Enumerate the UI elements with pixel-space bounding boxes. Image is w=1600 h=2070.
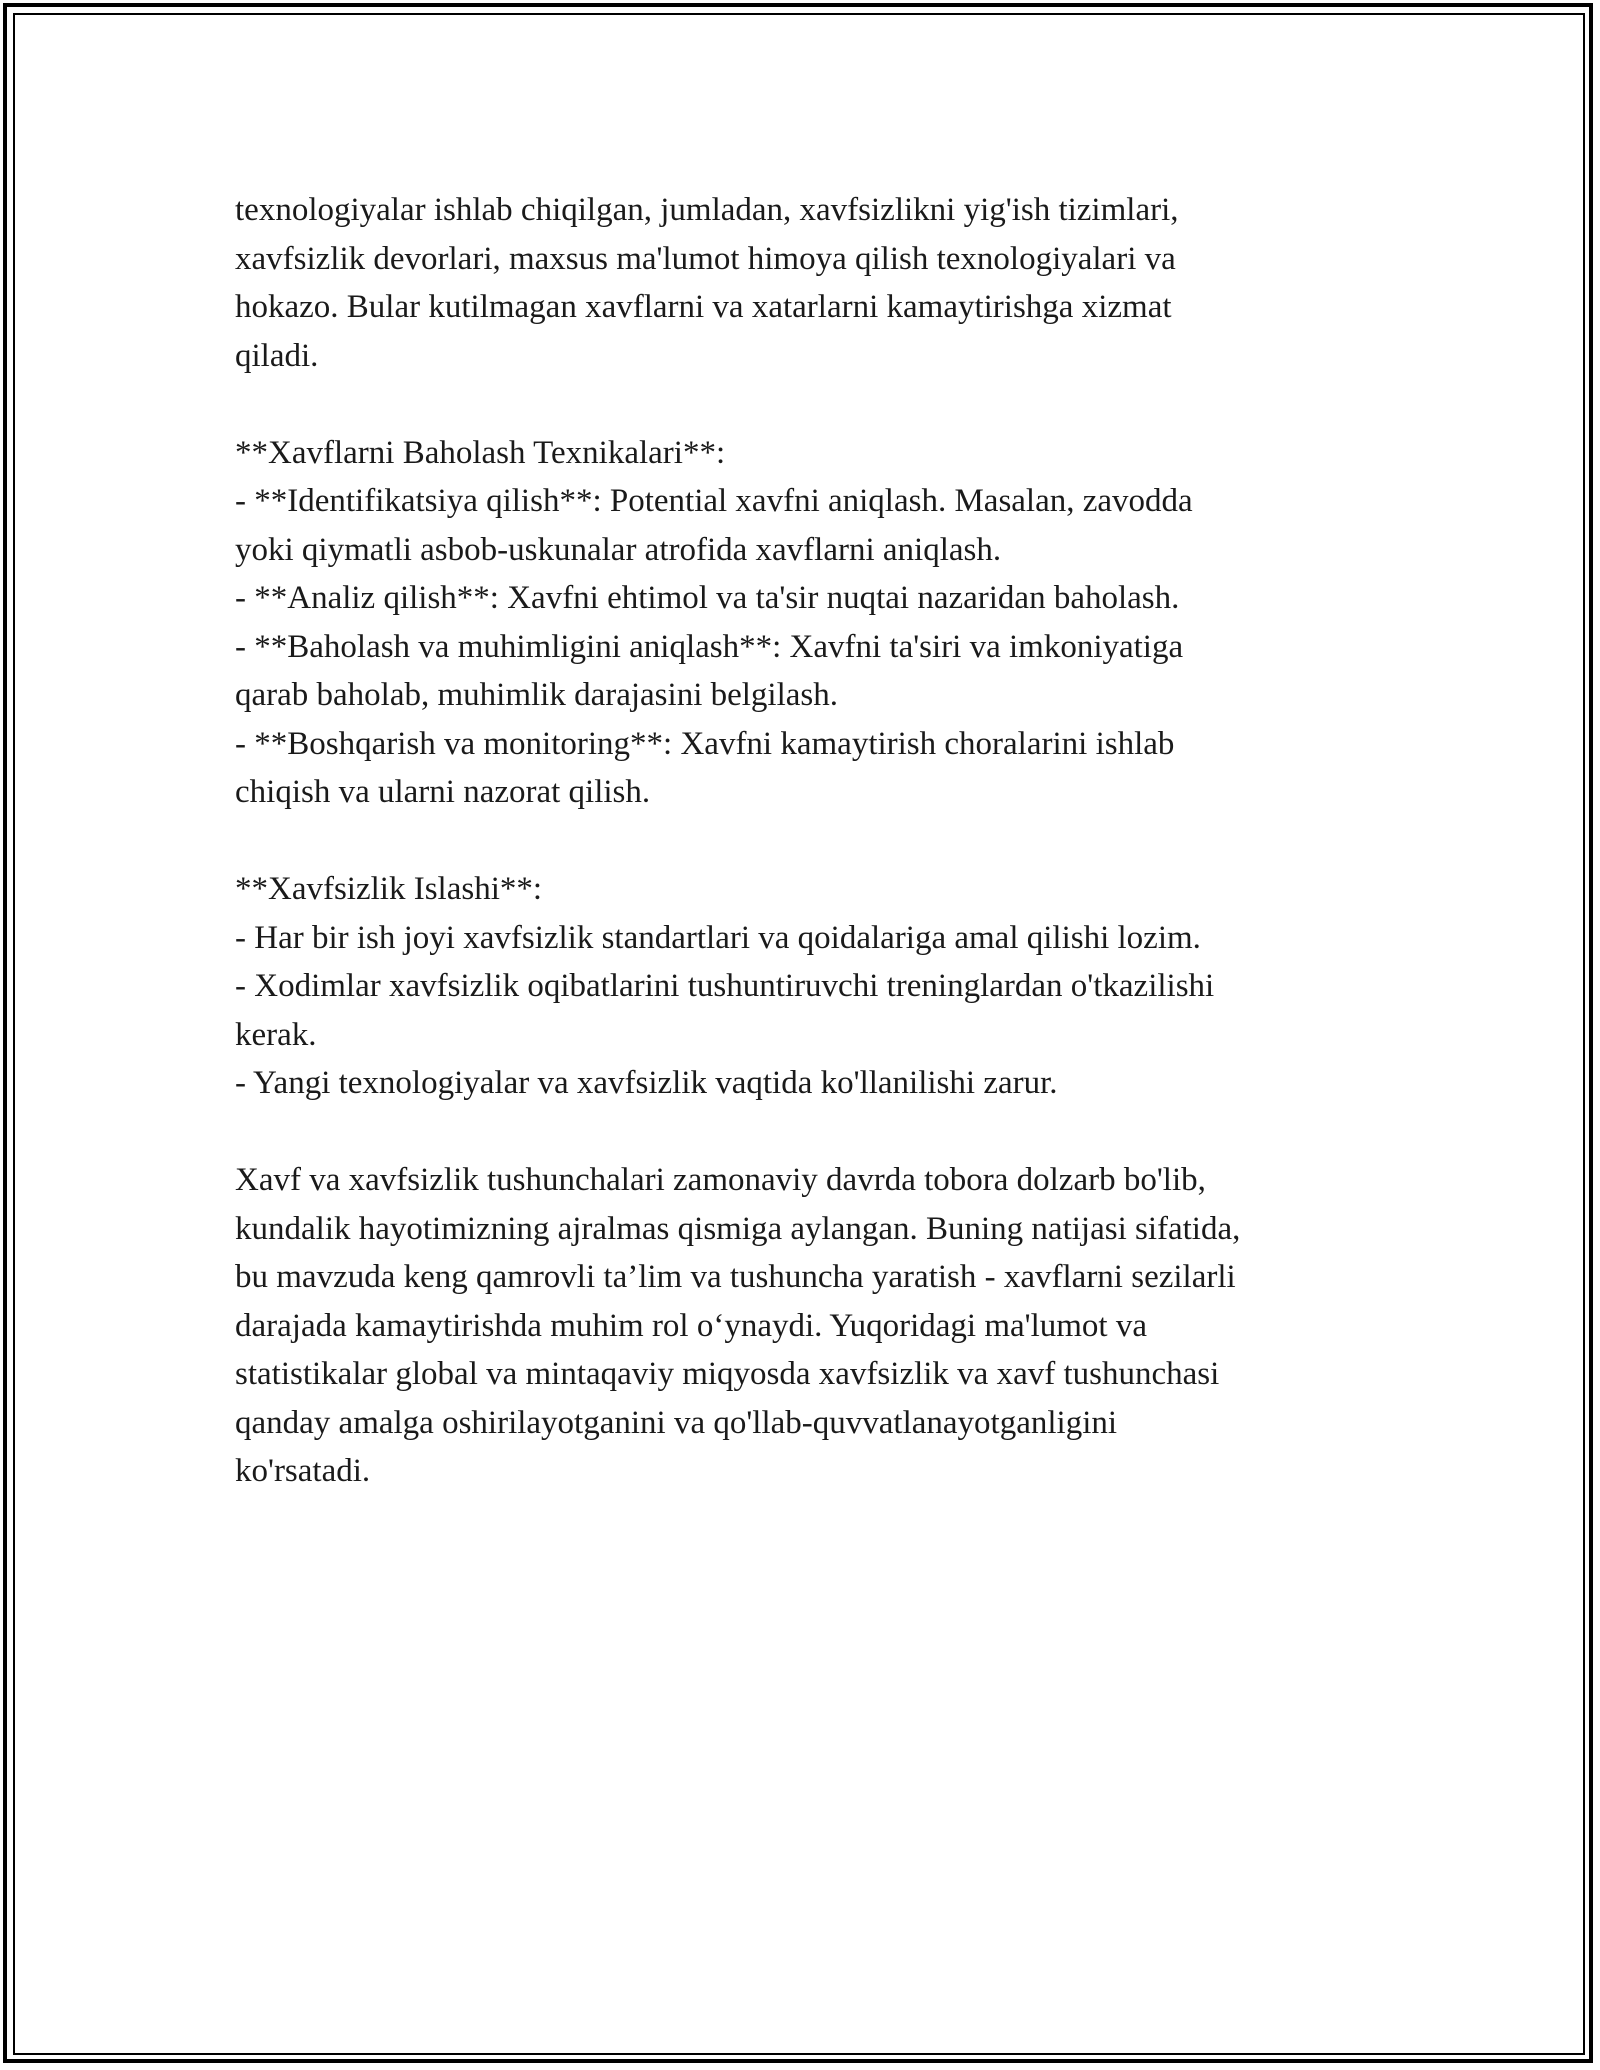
list-item: - **Analiz qilish**: Xavfni ehtimol va ta'sir nuqtai nazaridan baholash. <box>235 580 1180 616</box>
paragraph-line: statistikalar global va mintaqaviy miqyosda xavfsizlik va xavf tushunchasi <box>235 1356 1220 1392</box>
paragraph-line: qanday amalga oshirilayotganini va qo'llab-quvvatlanayotganligini <box>235 1404 1118 1441</box>
paragraph-line: kundalik hayotimizning ajralmas qismiga aylangan. Buning natijasi sifatida, <box>235 1210 1241 1247</box>
text-line: qarab baholab, muhimlik darajasini belgilash. <box>235 677 839 713</box>
document-body <box>235 186 1365 1496</box>
paragraph-line: Xavf va xavfsizlik tushunchalari zamonaviy davrda tobora dolzarb bo'lib, <box>235 1162 1206 1198</box>
paragraph-line: ko'rsatadi. <box>235 1453 371 1489</box>
paragraph-line: darajada kamaytirishda muhim rol o‘ynaydi. Yuqoridagi ma'lumot va <box>235 1307 1147 1344</box>
text-line: yoki qiymatli asbob-uskunalar atrofida xavflarni aniqlash. <box>235 531 1002 568</box>
text-line: texnologiyalar ishlab chiqilgan, jumladan, xavfsizlikni yig'ish tizimlari, <box>235 192 1179 228</box>
list-item: - **Baholash va muhimligini aniqlash**: Xavfni ta'siri va imkoniyatiga <box>235 628 1184 665</box>
paragraph-line: bu mavzuda keng qamrovli ta’lim va tushuncha yaratish - xavflarni sezilarli <box>235 1259 1236 1295</box>
blank-line <box>235 380 1365 429</box>
text-line: hokazo. Bular kutilmagan xavflarni va xatarlarni kamaytirishga xizmat <box>235 289 1172 325</box>
list-item: - **Boshqarish va monitoring**: Xavfni kamaytirish choralarini ishlab <box>235 725 1175 762</box>
list-item: - Har bir ish joyi xavfsizlik standartlari va qoidalariga amal qilishi lozim. <box>235 919 1201 956</box>
section-heading: **Xavflarni Baholash Texnikalari**: <box>235 434 726 471</box>
text-line: qiladi. <box>235 337 319 374</box>
text-line: kerak. <box>235 1016 317 1053</box>
blank-line <box>235 817 1365 866</box>
list-item: - **Identifikatsiya qilish**: Potential xavfni aniqlash. Masalan, zavodda <box>235 483 1193 519</box>
list-item: - Xodimlar xavfsizlik oqibatlarini tushuntiruvchi treninglardan o'tkazilishi <box>235 968 1215 1004</box>
list-item: - Yangi texnologiyalar va xavfsizlik vaqtida ko'llanilishi zarur. <box>235 1065 1058 1101</box>
text-line: xavfsizlik devorlari, maxsus ma'lumot himoya qilish texnologiyalari va <box>235 240 1176 277</box>
blank-line <box>235 1108 1365 1157</box>
section-heading: **Xavfsizlik Islashi**: <box>235 871 543 907</box>
text-line: chiqish va ularni nazorat qilish. <box>235 774 651 810</box>
